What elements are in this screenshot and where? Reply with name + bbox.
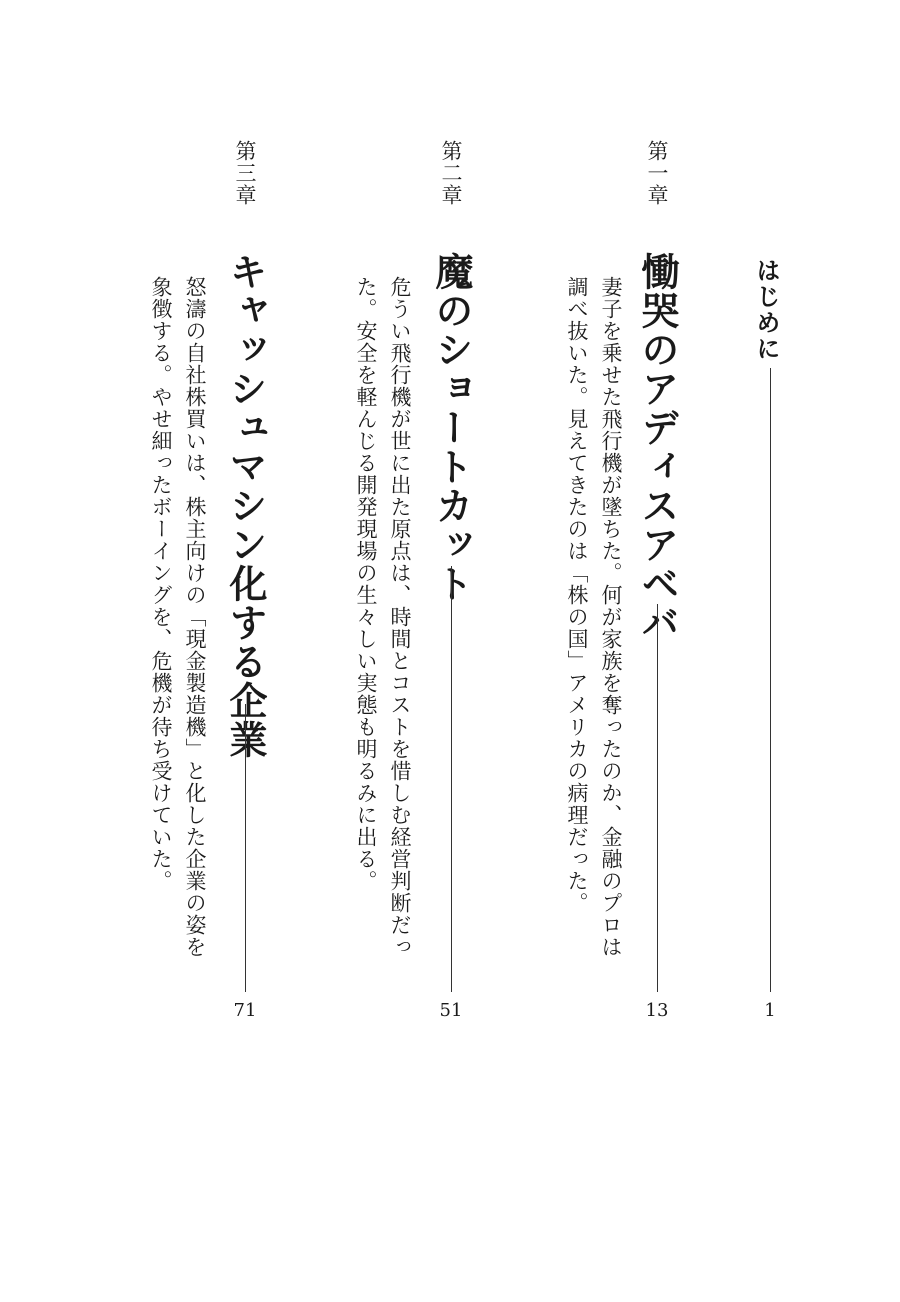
chapter-2-title[interactable]: 魔のショートカット	[429, 252, 474, 603]
chapter-2-leader-line	[451, 566, 452, 992]
chapter-1-description: 妻子を乗せた飛行機が墜ちた。何が家族を奪ったのか、金融のプロは調べ抜いた。見えてきたのは「株の国」アメリカの病理だった。	[565, 276, 623, 958]
chapter-2-description: 危うい飛行機が世に出た原点は、時間とコストを惜しむ経営判断だった。安全を軽んじる開発現場の生々しい実態も明るみに出る。	[354, 276, 412, 958]
chapter-3-page-number: 71	[233, 1000, 257, 1021]
chapter-1-title[interactable]: 慟哭のアディスアベバ	[635, 252, 680, 642]
chapter-2-label: 第二章	[439, 140, 463, 206]
chapter-1-page-number: 13	[645, 1000, 669, 1021]
chapter-1-leader-line	[657, 604, 658, 992]
intro-leader-line	[770, 368, 771, 992]
chapter-1-label: 第一章	[645, 140, 669, 206]
chapter-2-page-number: 51	[439, 1000, 463, 1021]
intro-title[interactable]: はじめに	[752, 258, 781, 362]
chapter-3-label: 第三章	[233, 140, 257, 206]
intro-page-number: 1	[764, 1000, 776, 1021]
chapter-3-description: 怒濤の自社株買いは、株主向けの「現金製造機」と化した企業の姿を象徴する。やせ細ったボーイングを、危機が待ち受けていた。	[149, 276, 207, 958]
chapter-3-leader-line	[245, 704, 246, 992]
chapter-3-title[interactable]: キャッシュマシン化する企業	[223, 252, 268, 759]
